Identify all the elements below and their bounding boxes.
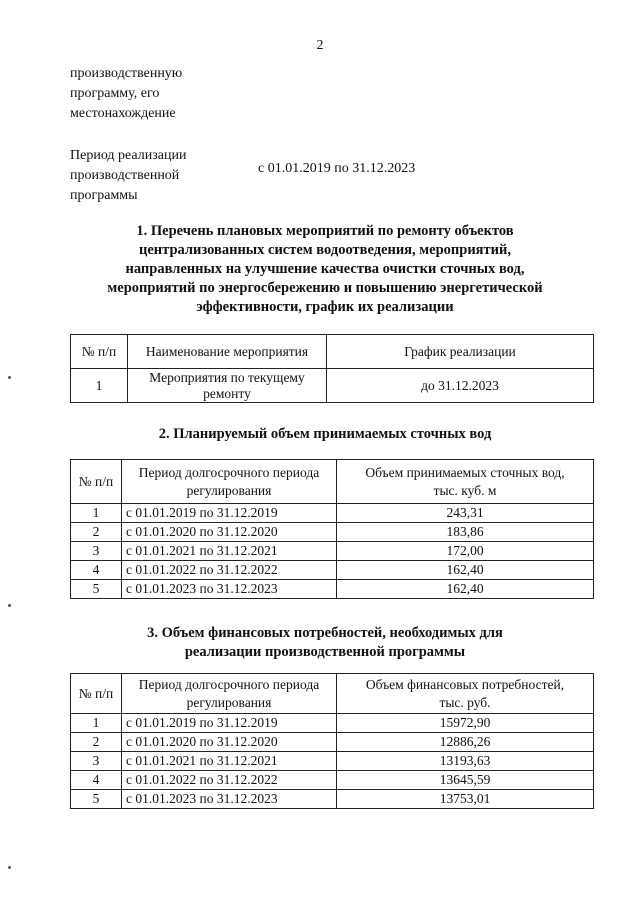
col-header-volume-line-2: тыс. куб. м <box>433 482 497 498</box>
table-row <box>71 523 594 542</box>
section1-heading-line-2: централизованных систем водоотведения, мероприятий, <box>139 242 511 258</box>
cell-financial: 15972,90 <box>337 714 594 733</box>
measures-table <box>70 334 594 403</box>
table-row <box>71 504 594 523</box>
cell-name <box>128 369 327 403</box>
cell-financial: 12886,26 <box>337 733 594 752</box>
intro-line-3: местонахождение <box>70 106 176 121</box>
cell-period: с 01.01.2023 по 31.12.2023 <box>122 790 337 809</box>
col-header-period <box>122 674 337 714</box>
col-header-num: № п/п <box>71 460 122 504</box>
cell-num: 1 <box>71 504 122 523</box>
cell-financial: 13193,63 <box>337 752 594 771</box>
cell-name-line-2: ремонту <box>203 385 251 401</box>
cell-period: с 01.01.2021 по 31.12.2021 <box>122 542 337 561</box>
table-row <box>71 714 594 733</box>
cell-volume: 162,40 <box>337 561 594 580</box>
cell-financial: 13753,01 <box>337 790 594 809</box>
cell-num: 3 <box>71 752 122 771</box>
period-label-line-3: программы <box>70 188 138 203</box>
cell-num: 5 <box>71 790 122 809</box>
col-header-financial-line-2: тыс. руб. <box>439 694 491 710</box>
wastewater-volume-table <box>70 459 594 599</box>
scan-speck <box>8 866 11 869</box>
cell-volume: 243,31 <box>337 504 594 523</box>
cell-period: с 01.01.2021 по 31.12.2021 <box>122 752 337 771</box>
period-label-line-1: Период реализации <box>70 148 187 163</box>
col-header-period-line-1: Период долгосрочного периода <box>138 464 320 480</box>
table-row <box>71 561 594 580</box>
cell-num: 4 <box>71 771 122 790</box>
col-header-volume <box>337 460 594 504</box>
col-header-financial-line-1: Объем финансовых потребностей, <box>365 676 565 692</box>
financial-needs-table <box>70 673 594 809</box>
cell-period: с 01.01.2022 по 31.12.2022 <box>122 561 337 580</box>
cell-period: с 01.01.2022 по 31.12.2022 <box>122 771 337 790</box>
section3-heading-line-2: реализации производственной программы <box>184 644 466 660</box>
period-label-line-2: производственной <box>70 168 180 183</box>
table-row <box>71 733 594 752</box>
cell-period: с 01.01.2019 по 31.12.2019 <box>122 504 337 523</box>
cell-schedule: до 31.12.2023 <box>327 369 594 403</box>
section1-heading <box>60 222 590 317</box>
section1-heading-line-5: эффективности, график их реализации <box>196 299 454 315</box>
cell-period: с 01.01.2023 по 31.12.2023 <box>122 580 337 599</box>
intro-line-1: производственную <box>70 66 183 81</box>
table-row <box>71 580 594 599</box>
cell-num: 5 <box>71 580 122 599</box>
col-header-financial <box>337 674 594 714</box>
col-header-schedule: График реализации <box>327 335 594 369</box>
table-row <box>71 771 594 790</box>
cell-financial: 13645,59 <box>337 771 594 790</box>
cell-period: с 01.01.2019 по 31.12.2019 <box>122 714 337 733</box>
table-row <box>71 542 594 561</box>
cell-name-line-1: Мероприятия по текущему <box>149 369 305 385</box>
section1-heading-line-4: мероприятий по энергосбережению и повышению энергетической <box>107 280 543 296</box>
col-header-period-line-2: регулирования <box>186 482 272 498</box>
cell-volume: 162,40 <box>337 580 594 599</box>
cell-period: с 01.01.2020 по 31.12.2020 <box>122 733 337 752</box>
cell-num: 1 <box>71 369 128 403</box>
col-header-num: № п/п <box>71 674 122 714</box>
table-row <box>71 369 594 403</box>
table-row <box>71 790 594 809</box>
cell-volume: 183,86 <box>337 523 594 542</box>
section3-heading-line-1: 3. Объем финансовых потребностей, необходимых для <box>147 625 503 641</box>
intro-line-2: программу, его <box>70 86 160 101</box>
col-header-volume-line-1: Объем принимаемых сточных вод, <box>365 464 565 480</box>
table-row <box>71 752 594 771</box>
cell-period: с 01.01.2020 по 31.12.2020 <box>122 523 337 542</box>
section3-heading <box>60 624 590 662</box>
section2-heading: 2. Планируемый объем принимаемых сточных вод <box>158 426 492 442</box>
table-header-row <box>71 460 594 504</box>
col-header-period <box>122 460 337 504</box>
scan-speck <box>8 376 11 379</box>
col-header-period-line-2: регулирования <box>186 694 272 710</box>
table-header-row <box>71 674 594 714</box>
col-header-period-line-1: Период долгосрочного периода <box>138 676 320 692</box>
col-header-num: № п/п <box>71 335 128 369</box>
cell-num: 1 <box>71 714 122 733</box>
section1-heading-line-3: направленных на улучшение качества очистки сточных вод, <box>125 261 525 277</box>
period-value: с 01.01.2019 по 31.12.2023 <box>258 161 416 176</box>
cell-num: 2 <box>71 523 122 542</box>
col-header-name: Наименование мероприятия <box>128 335 327 369</box>
cell-num: 2 <box>71 733 122 752</box>
page-number: 2 <box>316 38 324 53</box>
scan-speck <box>8 604 11 607</box>
table-header-row <box>71 335 594 369</box>
cell-num: 4 <box>71 561 122 580</box>
cell-num: 3 <box>71 542 122 561</box>
cell-volume: 172,00 <box>337 542 594 561</box>
section1-heading-line-1: 1. Перечень плановых мероприятий по ремонту объектов <box>136 223 514 239</box>
